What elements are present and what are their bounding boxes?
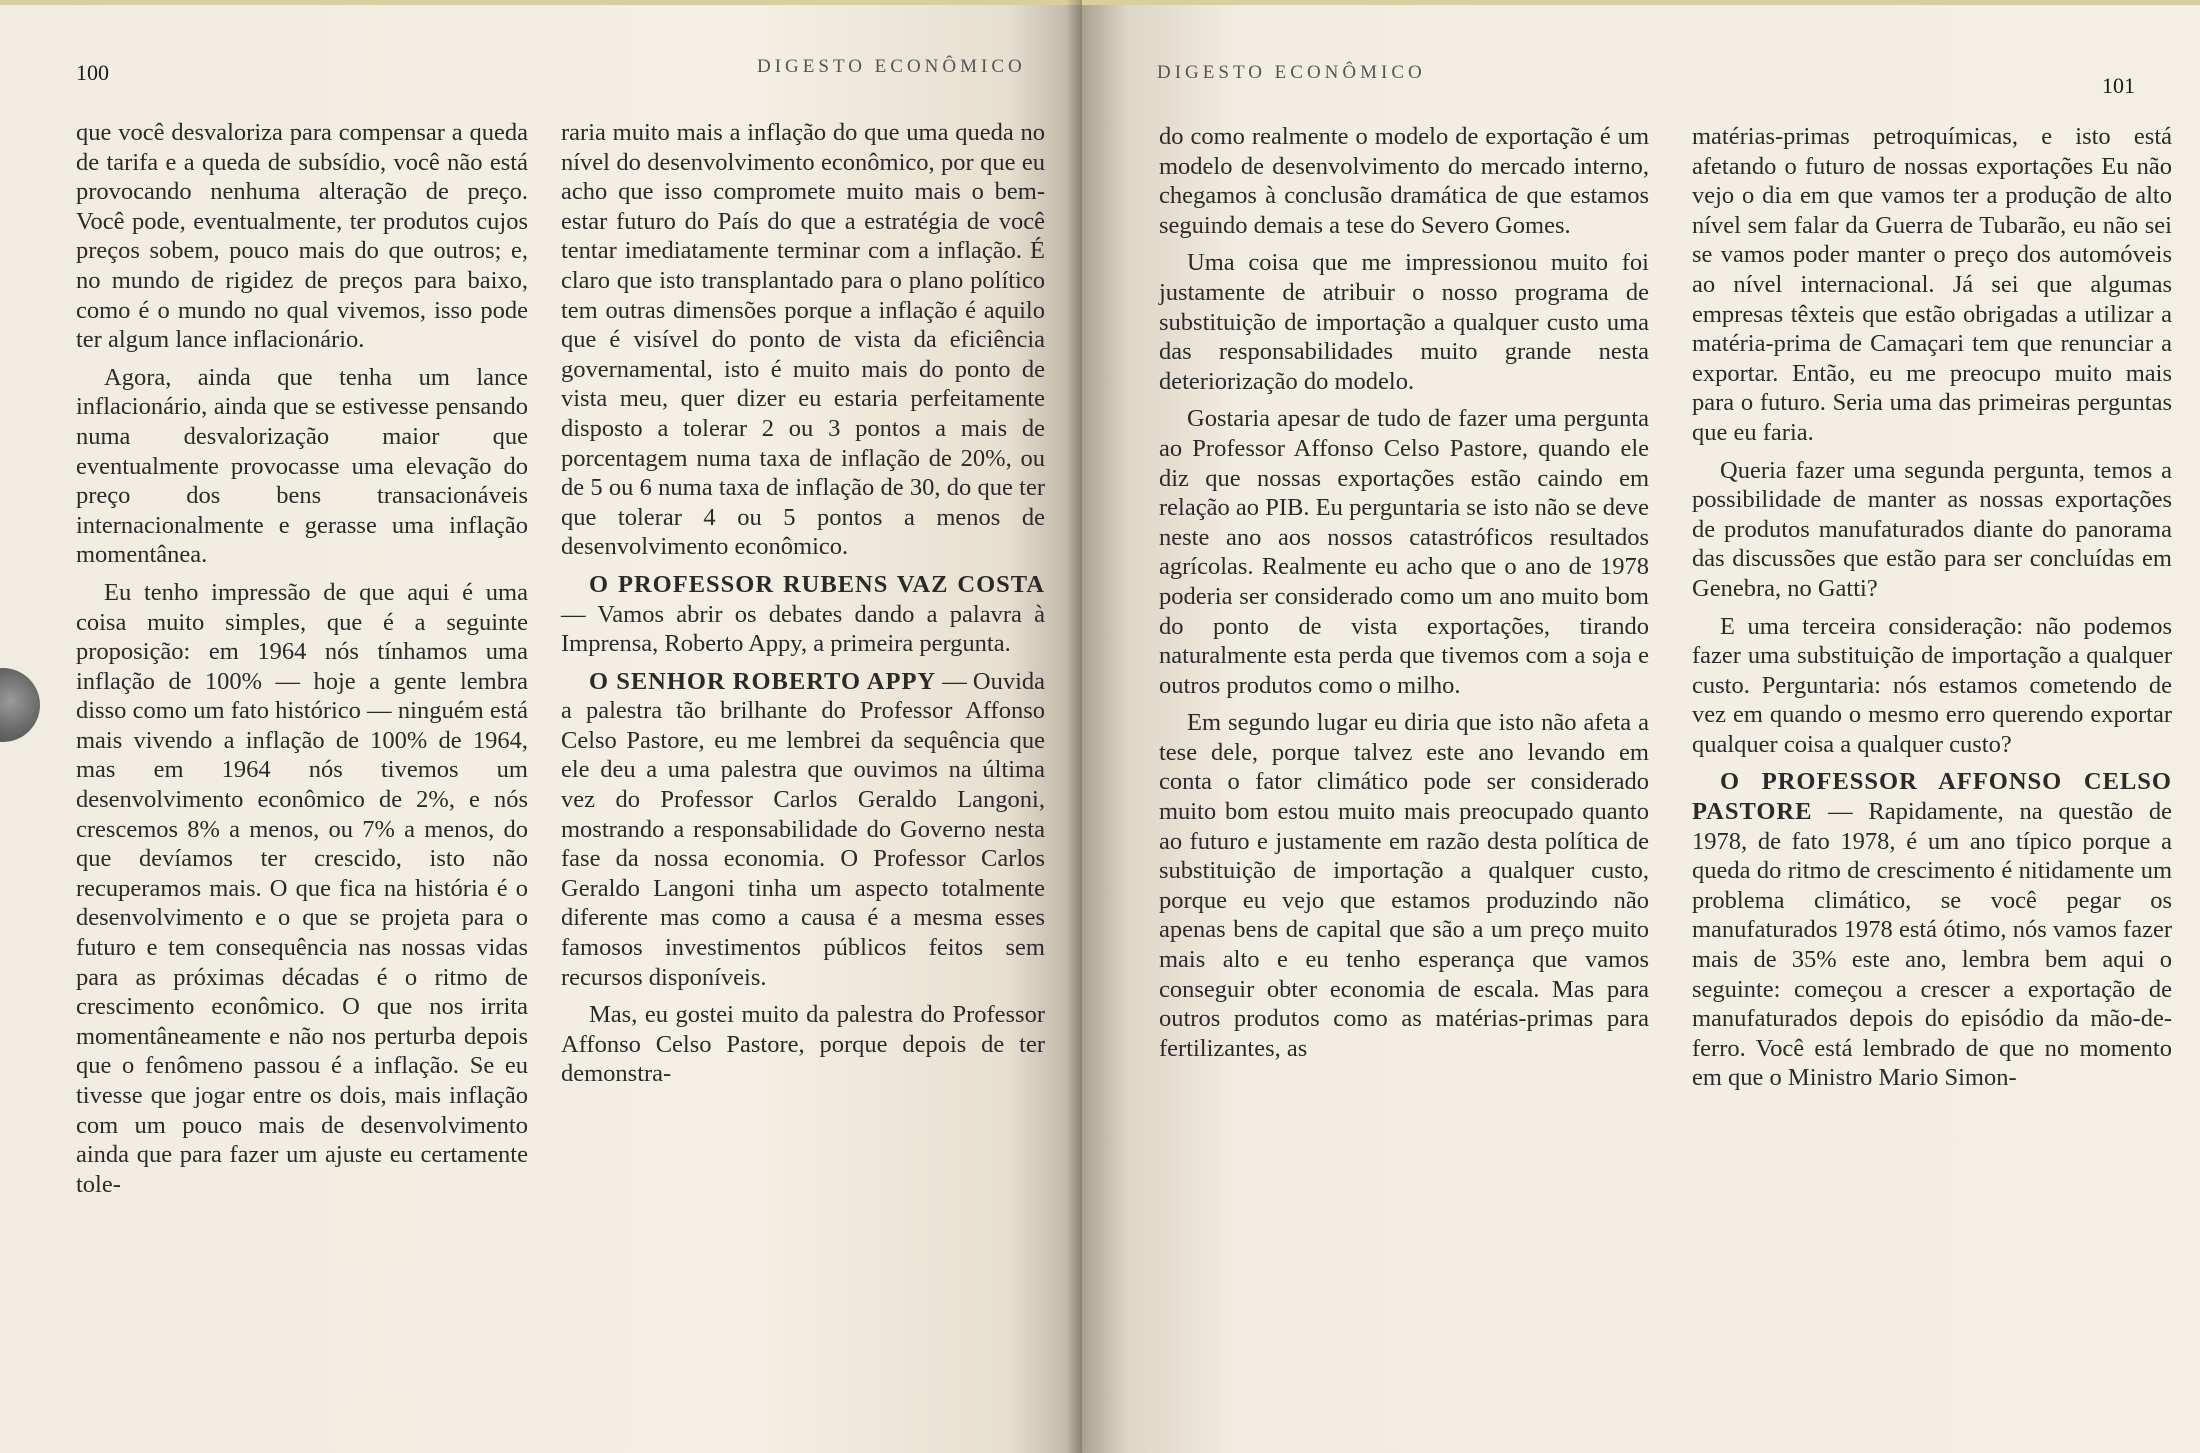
page-top-edge (0, 0, 1082, 5)
paragraph: Mas, eu gostei muito da palestra do Professor Affonso Celso Pastore, porque depois de ter demonstra- (561, 1001, 1045, 1088)
left-column-2 (561, 118, 1045, 1089)
page-top-edge (1082, 0, 2200, 5)
speaker-name: O PROFESSOR AFFONSO CELSO PASTORE (1692, 768, 2172, 826)
paragraph: Eu tenho impressão de que aqui é uma coisa muito simples, que é a seguinte proposição: em 1964 nós tínhamos uma inflação de 100% — hoje a gente lembra disso como um fato histórico — ninguém está mais vivendo a inflação de 100% de 1964, mas em 1964 nós tivemos um desenvolvimento econômico de 2%, e nós crescemos 8% a menos, ou 7% a menos, do que devíamos ter crescido, isto não recuperamos mais. O que fica na história é o desenvolvimento e o que se projeta para o futuro e tem consequência nas nossas vidas para as próximas décadas é o ritmo de crescimento econômico. O que nos irrita momentâneamente e não nos perturba depois que o fenômeno passou é a inflação. Se eu tivesse que jogar entre os dois, mais inflação com um pouco mais de desenvolvimento ainda que para fazer um ajuste eu certamente tole- (76, 578, 528, 1198)
left-page (0, 0, 1082, 1453)
speech-text: — Ouvida a palestra tão brilhante do Professor Affonso Celso Pastore, eu me lembrei da sequência que ele deu a uma palestra que ouvimos na última vez do Professor Carlos Geraldo Langoni, mostrando a responsabilidade do Governo nesta fase da nossa economia. O Professor Carlos Geraldo Langoni tinha um aspecto totalmente diferente mas como a causa é a mesma esses famosos investimentos públicos feitos sem recursos disponíveis. (561, 667, 1045, 991)
page-number-left: 100 (76, 60, 109, 85)
running-head-right: DIGESTO ECONÔMICO (1157, 62, 1426, 83)
paragraph: raria muito mais a inflação do que uma queda no nível do desenvolvimento econômico, por que eu acho que isso compromete muito mais o bem-estar futuro do País do que a estratégia de você tentar imediatamente terminar com a inflação. É claro que isto transplantado para o plano político tem outras dimensões porque a inflação é aquilo que é visível do ponto de vista da eficiência governamental, isto é muito mais do ponto de vista meu, quer dizer eu estaria perfeitamente disposto a tolerar 2 ou 3 pontos a mais de porcentagem numa taxa de inflação de 20%, ou de 5 ou 6 numa taxa de inflação de 30, do que ter que tolerar 4 ou 5 pontos a menos de desenvolvimento econômico. (561, 119, 1045, 561)
page-number-right: 101 (2102, 73, 2135, 98)
dialogue-paragraph (561, 667, 1045, 993)
speaker-name: O PROFESSOR RUBENS VAZ COSTA (589, 570, 1045, 598)
dialogue-paragraph (561, 570, 1045, 659)
speech-text: — Vamos abrir os debates dando a palavra à Imprensa, Roberto Appy, a primeira pergunta. (561, 600, 1045, 658)
paragraph: Uma coisa que me impressionou muito foi justamente de atribuir o nosso programa de substituição de importação a qualquer custo uma das responsabilidades muito grande nesta deteriorização do modelo. (1159, 249, 1649, 395)
paragraph: E uma terceira consideração: não podemos fazer uma substituição de importação a qualquer custo. Perguntaria: nós estamos cometendo de vez em quando o mesmo erro querendo exportar qualquer coisa a qualquer custo? (1692, 612, 2172, 758)
paragraph: Em segundo lugar eu diria que isto não afeta a tese dele, porque talvez este ano levando em conta o fator climático pode ser considerado muito bom estou muito mais preocupado quanto ao futuro e justamente em razão desta política de substituição de importação a qualquer custo, porque eu vejo que estamos produzindo não apenas bens de capital que são a um preço muito mais alto e eu tenho esperança que vamos conseguir obter economia de escala. Mas para outros produtos como as matérias-primas para fertilizantes, as (1159, 709, 1649, 1062)
right-page (1082, 0, 2200, 1453)
paragraph: Agora, ainda que tenha um lance inflacionário, ainda que se estivesse pensando numa desvalorização maior que eventualmente provocasse uma elevação do preço dos bens transacionáveis internacionalmente e gerasse uma inflação momentânea. (76, 363, 528, 569)
paragraph: que você desvaloriza para compensar a queda de tarifa e a queda de subsídio, você não está provocando nenhuma alteração de preço. Você pode, eventualmente, ter produtos cujos preços sobem, pouco mais do que outros; e, no mundo de rigidez de preços para baixo, como é o mundo no qual vivemos, isso pode ter algum lance inflacionário. (76, 119, 528, 354)
speech-text: — Rapidamente, na questão de 1978, de fato 1978, é um ano típico porque a queda do ritmo de crescimento é nitidamente um problema climático, se você pegar os manufaturados 1978 está ótimo, nós vamos fazer mais de 35% este ano, lembra bem aqui o seguinte: começou a crescer a exportação de manufaturados depois do episódio da mão-de-ferro. Você está lembrado de que no momento em que o Ministro Mario Simon- (1692, 798, 2172, 1092)
paragraph: do como realmente o modelo de exportação é um modelo de desenvolvimento do mercado interno, chegamos à conclusão dramática de que estamos seguindo demais a tese do Severo Gomes. (1159, 123, 1649, 239)
paragraph: Queria fazer uma segunda pergunta, temos a possibilidade de manter as nossas exportações de produtos manufaturados diante do panorama das discussões que estão para ser concluídas em Genebra, no Gatti? (1692, 456, 2172, 602)
right-column-1 (1159, 122, 1649, 1063)
running-head-left: DIGESTO ECONÔMICO (757, 56, 1026, 77)
left-column-1 (76, 118, 528, 1199)
paragraph: matérias-primas petroquímicas, e isto está afetando o futuro de nossas exportações Eu não vejo o dia em que vamos ter a produção de alto nível sem falar da Guerra de Tubarão, eu não sei se vamos poder manter o preço dos automóveis ao nível internacional. Já sei que algumas empresas têxteis que estão obrigadas a utilizar a matéria-prima de Camaçari tem que renunciar a exportar. Então, eu me preocupo muito mais para o futuro. Seria uma das primeiras perguntas que eu faria. (1692, 123, 2172, 446)
right-column-2 (1692, 122, 2172, 1093)
punch-hole (0, 668, 40, 742)
speaker-name: O SENHOR ROBERTO APPY (589, 667, 937, 695)
dialogue-paragraph (1692, 767, 2172, 1093)
paragraph: Gostaria apesar de tudo de fazer uma pergunta ao Professor Affonso Celso Pastore, quando ele diz que nossas exportações estão caindo em relação ao PIB. Eu perguntaria se isto não se deve neste ano aos nossos catastróficos resultados agrícolas. Realmente eu acho que o ano de 1978 poderia ser considerado como um ano muito bom do ponto de vista exportações, tirando naturalmente esta perda que tivemos com a soja e outros produtos como o milho. (1159, 405, 1649, 699)
